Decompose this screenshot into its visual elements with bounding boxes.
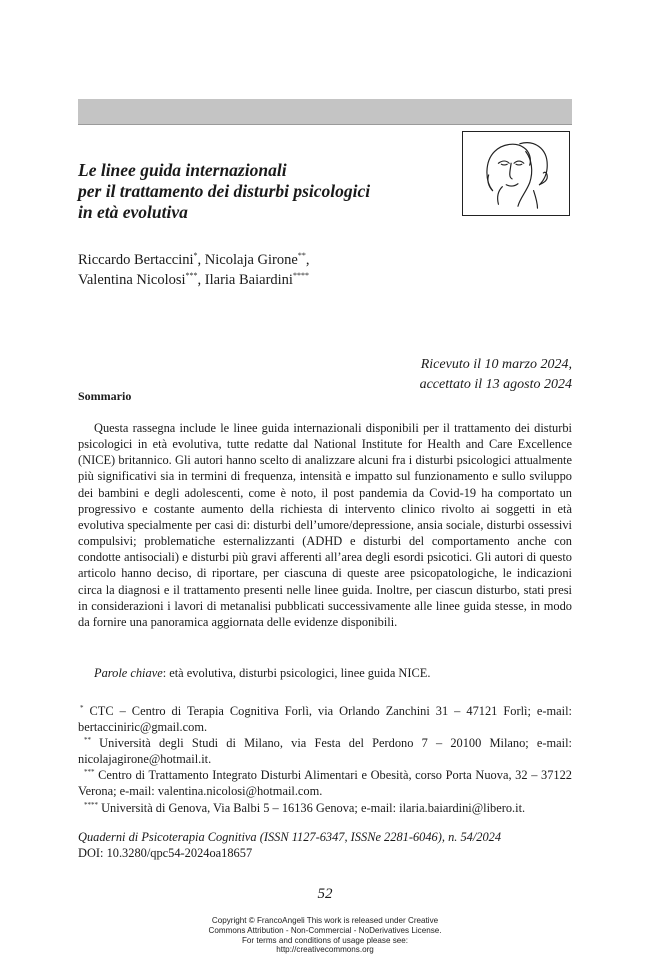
title-line: per il trattamento dei disturbi psicologici xyxy=(78,181,371,201)
copyright-line: Commons Attribution - Non-Commercial - NoDerivatives License. xyxy=(208,925,442,935)
footnote-text: Università di Genova, Via Balbi 5 – 16136 Genova; e-mail: ilaria.baiardini@libero.it. xyxy=(98,800,526,815)
author-mark: **** xyxy=(292,271,309,280)
author-line xyxy=(78,250,498,270)
author-list xyxy=(78,250,498,290)
author-name: Nicolaja Girone xyxy=(204,252,298,268)
author-name: Ilaria Baiardini xyxy=(204,272,293,288)
abstract-paragraph: Questa rassegna include le linee guida internazionali disponibili per il trattamento dei disturbi psicologici in età evolutiva, tutte redatte dal National Institute for Health and Care Excellence (NICE) britannico. Gli autori hanno scelto di analizzare alcuni fra i disturbi psicologici attualmente più significativi sia in termini di frequenza, intensità e impatto sul funzionamento e sullo sviluppo dei bambini e degli adolescenti, come è noto, il post pandemia da Covid-19 ha comportato un progressivo e costante aumento della richiesta di intervento clinico rivolto ai soggetti in età evolutiva specialmente per casi di: disturbi dell’umore/depressione, ansia sociale, disturbi ossessivi compulsivi; problematiche esternalizzanti (ADHD e disturbi del comportamento anche con condotte antisociali) e disturbi più gravi afferenti all’area degli esordi psicotici. Gli autori di questo articolo hanno deciso, di riportare, per ciascuna di queste aree psicopatologiche, le indicazioni circa la diagnosi e il trattamento presenti nelle linee guida. Inoltre, per ciascun disturbo, stati presi in considerazioni i lavori di metanalisi pubblicati successivamente alle linee guida stesse, in modo da fornire una panoramica aggiornata delle evidenze disponibili. xyxy=(78,421,572,629)
footnote xyxy=(78,767,572,799)
received-dates xyxy=(420,355,572,395)
footnote xyxy=(78,703,572,735)
footnote-text: Università degli Studi di Milano, via Festa del Perdono 7 – 20100 Milano; e-mail: nicolajagirone@hotmail.it. xyxy=(78,736,572,767)
journal-logo xyxy=(462,131,570,216)
accepted-date: accettato il 13 agosto 2024 xyxy=(419,377,572,392)
keywords-text: : età evolutiva, disturbi psicologici, linee guida NICE. xyxy=(162,666,431,680)
keywords xyxy=(94,665,572,681)
doi-link[interactable]: DOI: 10.3280/qpc54-2024oa18657 xyxy=(78,845,253,860)
footnote-mark: *** xyxy=(84,768,95,777)
copyright-line: Copyright © FrancoAngeli This work is released under Creative xyxy=(211,916,439,925)
author-mark: *** xyxy=(185,271,198,280)
author-separator: , xyxy=(197,272,205,288)
author-separator: , xyxy=(305,252,310,268)
footnote-mark: ** xyxy=(84,736,91,745)
creative-commons-link[interactable]: http://creativecommons.org xyxy=(276,945,374,955)
received-date: Ricevuto il 10 marzo 2024, xyxy=(420,357,572,372)
author-mark: * xyxy=(193,251,198,260)
footnote-mark: * xyxy=(80,704,84,712)
journal-name: Quaderni di Psicoterapia Cognitiva (ISSN 1127-6347, ISSNe 2281-6046), n. 54/2024 xyxy=(78,830,502,844)
footnote-text: CTC – Centro di Terapia Cognitiva Forlì, via Orlando Zanchini 31 – 47121 Forlì; e-mail: bertacciniric@gmail.com. xyxy=(78,704,572,735)
footnote xyxy=(78,735,572,767)
footnote-mark: **** xyxy=(84,800,98,809)
journal-citation xyxy=(78,830,572,861)
abstract-heading: Sommario xyxy=(78,389,132,403)
footnote xyxy=(78,800,572,816)
footnotes xyxy=(78,703,572,816)
author-separator: , xyxy=(197,252,205,268)
keywords-label: Parole chiave xyxy=(94,666,163,680)
article-title xyxy=(78,160,458,223)
author-name: Valentina Nicolosi xyxy=(78,272,186,288)
page-number: 52 xyxy=(317,886,333,902)
footnote-text: Centro di Trattamento Integrato Disturbi Alimentari e Obesità, corso Porta Nuova, 32 – 37122 Verona; e-mail: valentina.nicolosi@hotmail.com. xyxy=(78,768,572,799)
header-bar xyxy=(78,99,572,125)
author-line xyxy=(78,270,498,290)
title-line: Le linee guida internazionali xyxy=(78,160,287,180)
two-faces-line-drawing-icon xyxy=(463,132,569,215)
author-name: Riccardo Bertaccini xyxy=(78,252,194,268)
copyright-line: For terms and conditions of usage please see: xyxy=(241,935,409,945)
author-mark: ** xyxy=(297,251,306,260)
title-line: in età evolutiva xyxy=(78,202,188,222)
copyright-notice xyxy=(150,916,500,955)
